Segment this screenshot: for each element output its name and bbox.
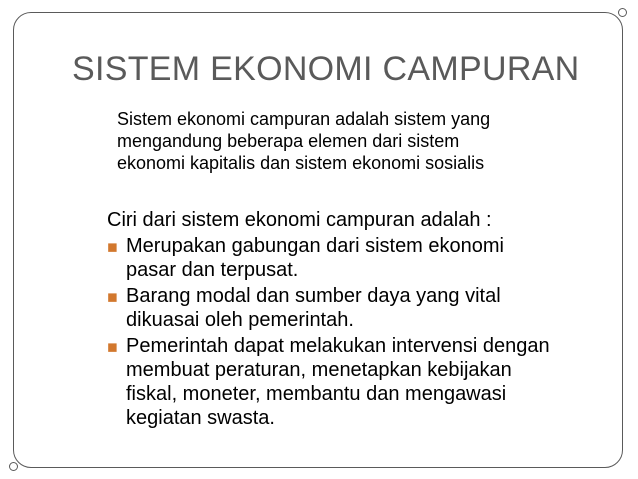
- bullet-item: [104, 334, 604, 430]
- bullet-line: Barang modal dan sumber daya yang vital: [126, 285, 501, 307]
- intro-line: ekonomi kapitalis dan sistem ekonomi sosialis: [117, 153, 485, 173]
- bullet-line: Merupakan gabungan dari sistem ekonomi: [126, 235, 504, 257]
- bullet-line: fiskal, moneter, membantu dan mengawasi: [126, 383, 507, 405]
- frame-corner-dot: [9, 462, 18, 471]
- bullet-line: pasar dan terpusat.: [126, 259, 299, 281]
- bullet-icon: ◼: [107, 339, 118, 354]
- bullet-item: [104, 234, 604, 282]
- bullet-line: Pemerintah dapat melakukan intervensi dengan: [126, 335, 550, 357]
- characteristics-lead: Ciri dari sistem ekonomi campuran adalah :: [107, 209, 492, 231]
- bullet-icon: ◼: [107, 289, 118, 304]
- bullet-line: dikuasai oleh pemerintah.: [126, 309, 354, 331]
- characteristics-section: [104, 208, 604, 430]
- bullet-item: [104, 284, 604, 332]
- slide-title: SISTEM EKONOMI CAMPURAN: [72, 50, 580, 88]
- intro-line: Sistem ekonomi campuran adalah sistem yang: [117, 109, 491, 129]
- bullet-icon: ◼: [107, 239, 118, 254]
- frame-corner-dot: [618, 8, 627, 17]
- intro-paragraph: [117, 108, 607, 174]
- intro-line: mengandung beberapa elemen dari sistem: [117, 131, 460, 151]
- bullet-line: kegiatan swasta.: [126, 407, 275, 429]
- bullet-line: membuat peraturan, menetapkan kebijakan: [126, 359, 512, 381]
